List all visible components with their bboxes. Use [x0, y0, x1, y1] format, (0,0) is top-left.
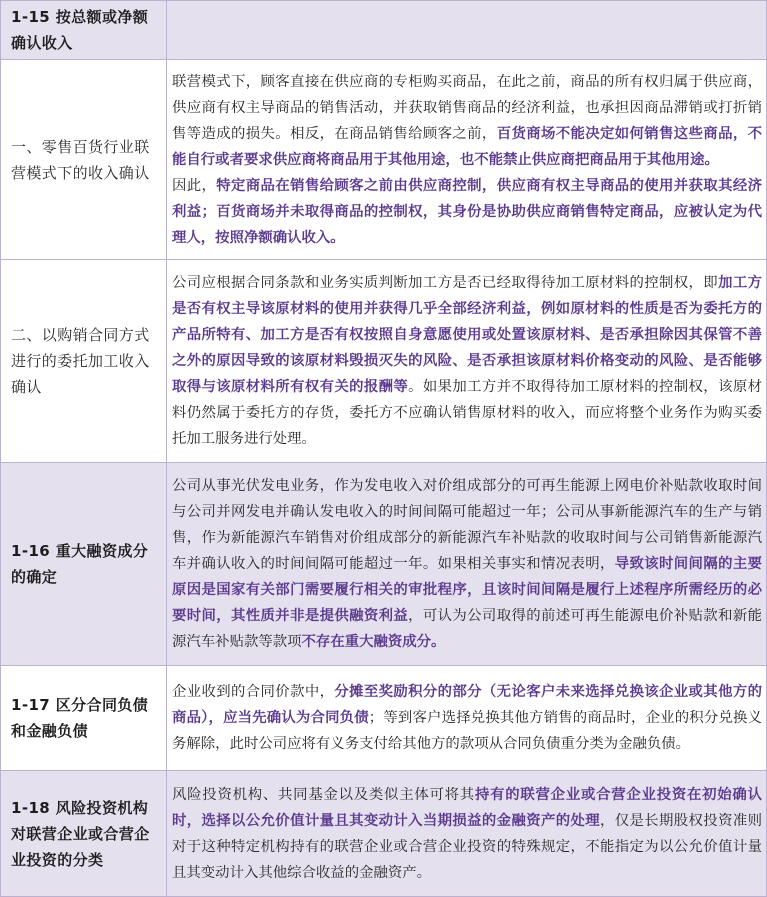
body-text: 因此， [172, 177, 217, 194]
body-text: 。如果加工方并不取得待加工原材料的控制权，该原材料仍然属于委托方的存货，委托方不应确认销售原材料的收入，而应将整个业务作为购买委托加工服务进行处理。 [172, 379, 762, 447]
body-text: 企业收到的合同价款中， [172, 684, 335, 700]
table-row [1, 1, 767, 60]
content-cell [167, 260, 767, 463]
content-paragraph [172, 679, 762, 757]
topic-cell: 1-15 按总额或净额确认收入 [1, 1, 167, 60]
topic-cell: 一、零售百货行业联营模式下的收入确认 [1, 60, 167, 260]
content-paragraph [172, 270, 762, 452]
highlighted-text: 持有的联营企业或合营企业投资在初始确认时，选择以公允价值计量且其变动计入当期损益的金融资产的处理 [172, 786, 762, 829]
content-cell [167, 771, 767, 897]
table-row [1, 666, 767, 771]
table-row [1, 463, 767, 666]
highlighted-text: 分摊至奖励积分的部分（无论客户未来选择兑换该企业或其他方的商品），应当先确认为合同负债 [172, 684, 762, 726]
topic-cell: 1-18 风险投资机构对联营企业或合营企业投资的分类 [1, 771, 167, 897]
content-cell [167, 60, 767, 260]
highlighted-text: 导致该时间间隔的主要原因是国家有关部门需要履行相关的审批程序，且该时间间隔是履行上述程序所需经历的必要时间，其性质并非是提供融资利益 [172, 556, 762, 624]
table-row [1, 771, 767, 897]
content-cell [167, 666, 767, 771]
table-row [1, 60, 767, 260]
content-cell [167, 1, 767, 60]
content-cell [167, 463, 767, 666]
topic-cell: 1-16 重大融资成分的确定 [1, 463, 167, 666]
body-text: ，仅是长期股权投资准则对于这种特定机构持有的联营企业或合营企业投资的特殊规定，不能指定为以公允价值计量且其变动计入其他综合收益的金融资产。 [172, 812, 762, 881]
highlighted-text: 不存在重大融资成分。 [301, 634, 446, 650]
content-paragraph [172, 69, 762, 173]
body-text: ；等到客户选择兑换其他方销售的商品时，企业的积分兑换义务解除，此时公司应将有义务支付给其他方的款项从合同负债重分类为金融负债。 [172, 710, 762, 752]
body-text: 风险投资机构、共同基金以及类似主体可将其 [172, 786, 475, 803]
highlighted-text: 特定商品在销售给顾客之前由供应商控制，供应商有权主导商品的使用并获取其经济利益；百货商场并未取得商品的控制权，其身份是协助供应商销售特定商品，应被认定为代理人，按照净额确认收入。 [172, 177, 762, 246]
content-paragraph [172, 173, 762, 251]
topic-cell: 1-17 区分合同负债和金融负债 [1, 666, 167, 771]
body-text: 公司应根据合同条款和业务实质判断加工方是否已经取得待加工原材料的控制权，即 [172, 275, 719, 291]
table-row [1, 260, 767, 463]
highlighted-text: 加工方是否有权主导该原材料的使用并获得几乎全部经济利益，例如原材料的性质是否为委托方的产品所特有、加工方是否有权按照自身意愿使用或处置该原材料、是否承担除因其保管不善之外的原因导致的该原材料毁损灭失的风险、是否承担该原材料价格变动的风险、是否能够取得与该原材料所有权有关的报酬等 [172, 275, 762, 395]
body-text: 公司从事光伏发电业务，作为发电收入对价组成部分的可再生能源上网电价补贴款收取时间与公司并网发电并确认发电收入的时间间隔可能超过一年；公司从事新能源汽车的生产与销售，作为新能源汽车销售对价组成部分的新能源汽车补贴款的收取时间与公司销售新能源汽车并确认收入的时间间隔可能超过一年。如果相关事实和情况表明， [172, 478, 762, 572]
body-text: 联营模式下，顾客直接在供应商的专柜购买商品，在此之前，商品的所有权归属于供应商，供应商有权主导商品的销售活动，并获取销售商品的经济利益，也承担因商品滞销或打折销售等造成的损失。相反，在商品销售给顾客之前， [172, 73, 762, 142]
content-paragraph [172, 782, 762, 886]
topic-cell: 二、以购销合同方式进行的委托加工收入确认 [1, 260, 167, 463]
content-paragraph [172, 473, 762, 655]
highlighted-text: 百货商场不能决定如何销售这些商品，不能自行或者要求供应商将商品用于其他用途，也不能禁止供应商把商品用于其他用途。 [172, 125, 762, 168]
body-text: ，可认为公司取得的前述可再生能源电价补贴款和新能源汽车补贴款等款项 [172, 608, 762, 650]
